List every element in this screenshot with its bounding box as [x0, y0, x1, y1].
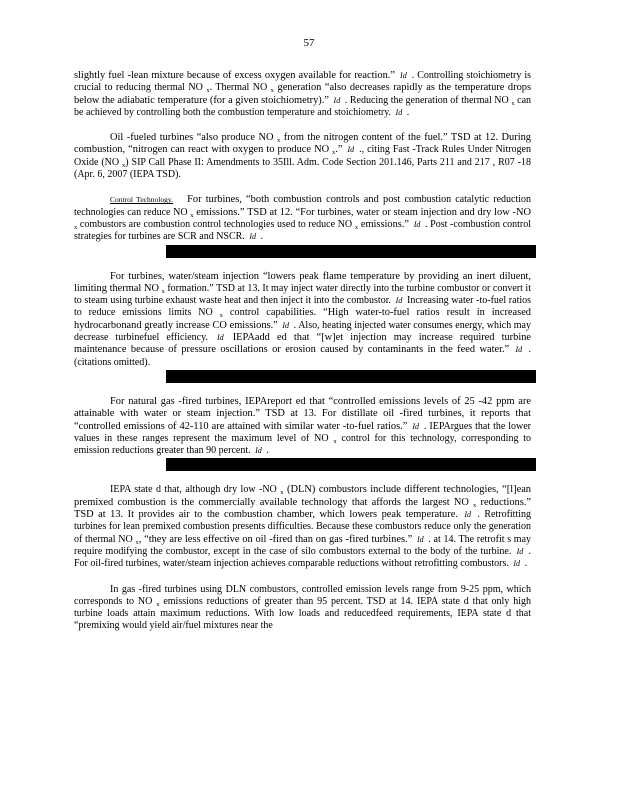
body-text: .	[260, 231, 263, 243]
body-text: .	[406, 106, 410, 118]
quoted-text: slightly fuel -lean mixture because of excess oxygen available for reaction.”	[74, 70, 396, 81]
citation: Id	[333, 95, 341, 105]
body-text: . at 14. The retrofit s may require modifying the combustor, except in the case of silo combustors external to the body of the turbine.	[74, 533, 532, 557]
body-text: . Post -combustion control strategies for turbines are SCR and NSCR.	[74, 218, 532, 243]
body-text: control for this technology, corresponding to emission reductions greater than 90 percent.	[74, 432, 532, 457]
body-text: . For oil-fired turbines, water/steam injection achieves comparable reductions without retrofitting combustors.	[74, 545, 532, 570]
body-text: . Thermal NO	[209, 82, 268, 94]
quoted-text: Oil -fueled turbines “also produce NO	[110, 132, 274, 144]
subscript: x	[122, 161, 126, 169]
citation: Id	[347, 145, 355, 155]
quoted-text: For natural gas -fired turbines, IEPAreport ed that “controlled emissions levels of 25 -42 ppm are attainable with water or steam injection.” TSD at 13. For distillate oil -fired turbines, it reports that “controlled emissions of 42-110 are attained with similar water -to-fuel ratios.”	[74, 395, 531, 432]
quoted-text: generation “also decreases rapidly as the temperature drops below the adiabatic temperature (for a given stoichiometry).”	[74, 82, 532, 106]
paragraph-7	[74, 584, 531, 633]
subscript: x	[332, 149, 336, 157]
body-text: .	[266, 445, 269, 457]
quoted-text: emissions.” TSD at 12. “For turbines, water or steam injection and dry low -NO	[193, 206, 531, 218]
subscript: x	[333, 437, 337, 445]
paragraph-2	[74, 132, 531, 181]
subscript: x	[161, 287, 165, 295]
subscript: x	[74, 223, 78, 231]
paragraph-6	[74, 484, 531, 570]
body-text: . IEPArgues that the lower values in these ranges represent the maximum level of NO	[74, 420, 532, 444]
subscript: x	[473, 501, 477, 509]
subscript: x	[206, 87, 210, 95]
document-body	[74, 70, 531, 646]
subscript: x	[511, 99, 515, 107]
body-text: . Controlling stoichiometry is crucial to reducing thermal NO	[74, 70, 532, 94]
subscript: x	[270, 87, 274, 95]
body-text: . Also, heating injected water consumes energy, which may decrease turbinefuel efficiency.	[74, 319, 531, 344]
body-text: emissions reductions of greater than 95 percent. TSD at 14. IEPA state d that only high turbine loads attain maximum reductions. With low loads and reducedfeed requirements, IEPA state d that “premixing would yield air/fuel mixtures near the	[74, 595, 531, 632]
citation: Id	[412, 421, 419, 431]
subscript: x	[135, 538, 139, 546]
body-text: can be achieved by controlling both the combustion temperature and stoichiometry.	[74, 94, 532, 118]
citation: Id	[395, 296, 403, 306]
redaction-bar	[166, 370, 536, 383]
body-text: .	[524, 558, 528, 570]
citation: Id	[255, 446, 262, 456]
citation: Id	[416, 534, 424, 544]
paragraph-5	[74, 396, 531, 471]
quoted-text: reductions.” TSD at 13. It provides air to the combustion chamber, which lowers peak temperature.	[74, 496, 532, 521]
quoted-text: For turbines, water/steam injection “lowers peak flame temperature by providing an inert diluent, limiting thermal NO	[74, 270, 531, 294]
paragraph-4	[74, 271, 531, 383]
body-text: ) SIP Call Phase II: Amendments to 35Ill. Adm. Code Section 201.146, Parts 211 and 217 , R07 -18 (Apr. 6, 2007 (IEPA TSD).	[74, 156, 531, 181]
citation: Id	[217, 333, 224, 343]
subscript: x	[190, 211, 194, 219]
paragraph-3	[74, 194, 531, 257]
body-text: formation.” TSD at 13. It may inject water directly into the turbine combustor or convert it to steam using turbine exhaust waste heat and then inject it into the combustor.	[74, 282, 531, 307]
body-text: . Retrofitting turbines for lean premixed combustion presents difficulties. Because these combustors reduce only the generation of thermal NO	[74, 509, 532, 545]
subscript: x	[219, 312, 223, 320]
citation: Id	[282, 320, 290, 330]
citation: Id	[395, 107, 403, 117]
body-text: ., citing Fast -Track Rules Under Nitrogen Oxide (NO	[74, 144, 531, 168]
quoted-text: from the nitrogen content of the fuel.” TSD at 12. During combustion, “nitrogen can react with oxygen to produce NO	[74, 132, 531, 156]
citation: Id	[515, 345, 523, 355]
redaction-bar	[166, 245, 536, 258]
quoted-text: control capabilities. “High water-to-fuel ratios result in increased hydrocarbonand greatly increase CO emissions.”	[74, 307, 531, 331]
quoted-text: For turbines, “both combustion controls and post	[187, 194, 401, 206]
body-text: combustion catalytic reduction technologies can reduce NO	[74, 194, 531, 218]
body-text: combustors are combustion control technologies used to reduce NO	[77, 218, 353, 230]
citation: Id	[413, 219, 421, 229]
quoted-text: IEPAadd ed that “[w]et injection may increase required turbine maintenance because of pressure oscillations or erosion caused by contaminants in the feed water.”	[74, 332, 532, 356]
paragraph-1	[74, 70, 531, 119]
citation: Id	[400, 71, 407, 80]
page-number: 57	[303, 37, 315, 49]
body-text: . Reducing the generation of thermal NO	[344, 94, 509, 106]
quoted-text: , “they are less effective on oil -fired than on gas -fired turbines.”	[138, 533, 413, 545]
subscript: x	[156, 600, 160, 608]
subscript: x	[280, 489, 284, 497]
quoted-text: emissions.”	[358, 218, 410, 230]
redaction-bar	[166, 458, 536, 471]
section-heading: Control Technology.	[110, 195, 173, 205]
subscript: x	[276, 137, 281, 145]
body-text: In gas -fired turbines using DLN combustors, controlled emission levels range from 9-25 ppm, which corresponds to NO	[74, 583, 531, 607]
quoted-text: (DLN) combustors include different technologies, “[l]ean premixed combustion is the commercially available technology that affords the largest NO	[74, 484, 532, 508]
body-text: IEPA state d that, although dry low -NO	[110, 484, 277, 496]
citation: Id	[513, 559, 521, 569]
quoted-text: .”	[335, 144, 343, 156]
subscript: x	[354, 223, 359, 231]
body-text: Increasing water -to-fuel ratios to reduce emissions limits NO	[74, 295, 532, 319]
citation: Id	[516, 546, 524, 556]
citation: Id	[464, 510, 472, 520]
body-text: . (citations omitted).	[74, 344, 532, 368]
citation: Id	[249, 232, 256, 242]
